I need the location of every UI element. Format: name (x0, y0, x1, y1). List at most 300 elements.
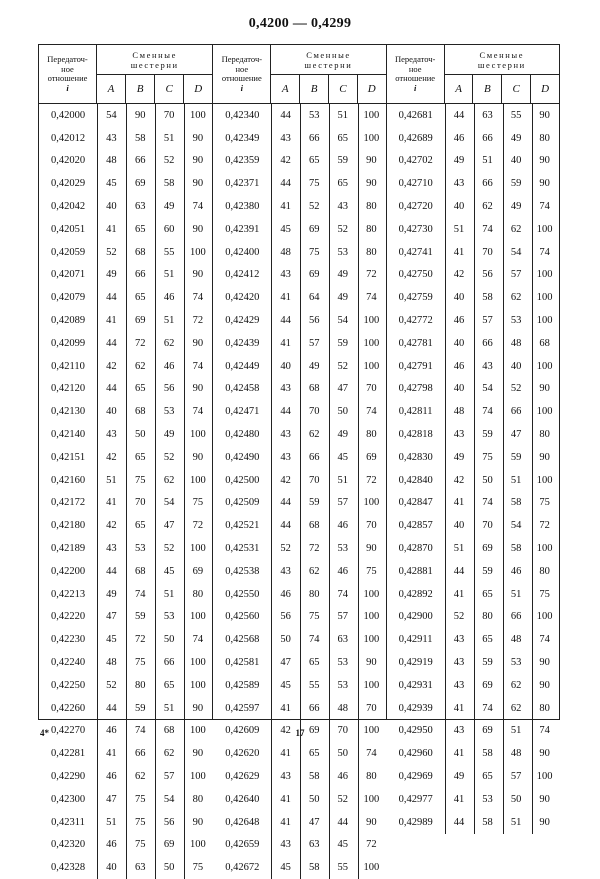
column-divider (155, 104, 156, 879)
gear-cell: 45 (280, 679, 291, 691)
ratio-cell: 0,42911 (398, 634, 433, 646)
gear-cell: 41 (453, 246, 465, 258)
gear-cell: 50 (337, 406, 349, 418)
ratio-cell: 0,42099 (50, 337, 86, 349)
gear-cell: 49 (106, 269, 117, 281)
gears-caption-line: шестерни (304, 60, 353, 70)
ratio-cell: 0,42480 (225, 429, 260, 441)
ratio-cell: 0,42391 (225, 223, 260, 235)
gear-cell: 58 (482, 816, 493, 828)
gear-cell: 51 (163, 269, 175, 281)
gear-cell: 74 (192, 292, 204, 304)
gear-cell: 69 (192, 565, 204, 577)
ratio-cell: 0,42781 (398, 337, 433, 349)
gear-cell: 43 (453, 429, 465, 441)
gear-cell: 46 (337, 771, 349, 782)
gear-cell: 69 (482, 679, 493, 691)
ratio-cell: 0,42220 (50, 611, 86, 623)
gear-cell: 54 (510, 520, 522, 532)
gear-cell: 100 (363, 611, 380, 623)
gear-cell: 75 (192, 862, 204, 874)
gear-cell: 43 (453, 178, 465, 190)
gear-cell: 52 (337, 223, 349, 235)
gear-cell: 62 (510, 702, 522, 714)
ratio-cell: 0,42521 (225, 520, 260, 532)
gear-cell: 74 (482, 497, 493, 509)
gear-cell: 48 (510, 337, 522, 349)
gear-cell: 57 (308, 337, 320, 349)
gear-cell: 53 (337, 657, 349, 669)
gear-cell: 41 (453, 588, 465, 600)
gear-cell: 62 (308, 429, 320, 441)
gear-cell: 53 (163, 611, 175, 623)
gear-ratio-table (38, 44, 560, 874)
ratio-cell: 0,42270 (50, 725, 86, 737)
ratio-cell: 0,42180 (50, 520, 86, 532)
gear-cell: 72 (192, 520, 204, 532)
table-body (39, 104, 212, 879)
gear-cell: 49 (163, 429, 175, 441)
gears-caption-line: Сменные (479, 50, 525, 60)
ratio-cell: 0,42892 (398, 588, 433, 600)
gear-cell: 47 (510, 429, 522, 441)
gears-caption-line: шестерни (477, 60, 526, 70)
ratio-cell: 0,42818 (398, 429, 433, 441)
ratio-cell: 0,42689 (398, 132, 433, 144)
ratio-header (39, 45, 97, 103)
gear-cell: 42 (453, 474, 465, 486)
gear-cell: 41 (280, 702, 291, 714)
ratio-cell: 0,42840 (398, 474, 433, 486)
ratio-cell: 0,42672 (225, 862, 260, 874)
gear-cell: 74 (134, 725, 146, 737)
gear-cell: 44 (280, 315, 291, 327)
gear-cell: 40 (453, 520, 465, 532)
gear-cell: 64 (308, 292, 320, 304)
gears-header (445, 45, 559, 103)
gear-cell: 65 (134, 520, 146, 532)
gear-cell: 41 (106, 748, 117, 760)
gear-cell: 40 (280, 360, 291, 372)
gear-cell: 55 (510, 109, 522, 121)
gear-cell: 75 (134, 839, 146, 851)
gear-cell: 80 (192, 588, 204, 600)
gear-cell: 47 (106, 611, 117, 623)
gear-cell: 44 (453, 816, 465, 828)
gear-letter: C (501, 75, 530, 103)
ratio-cell: 0,42260 (50, 702, 86, 714)
gear-cell: 70 (134, 497, 146, 509)
gear-cell: 66 (510, 611, 522, 623)
gear-cell: 46 (106, 839, 117, 851)
ratio-cell: 0,42960 (398, 748, 433, 760)
gear-cell: 74 (482, 406, 493, 418)
gear-cell: 53 (163, 406, 175, 418)
gear-letter: C (328, 75, 357, 103)
gear-cell: 90 (192, 451, 204, 463)
gear-cell: 80 (366, 246, 377, 258)
gear-cell: 43 (280, 771, 291, 782)
gear-cell: 53 (510, 657, 522, 669)
ratio-cell: 0,42200 (50, 565, 86, 577)
gear-cell: 90 (192, 155, 204, 167)
ratio-cell: 0,42328 (50, 862, 86, 874)
gear-cell: 69 (308, 269, 320, 281)
gear-cell: 74 (308, 634, 320, 646)
gear-cell: 90 (539, 679, 550, 691)
gear-cell: 51 (163, 132, 175, 144)
gear-cell: 44 (280, 178, 291, 190)
column-divider (532, 104, 533, 834)
gear-cell: 50 (308, 793, 320, 805)
gear-cell: 100 (363, 679, 380, 691)
gear-cell: 62 (510, 679, 522, 691)
page-title: 0,4200 — 0,4299 (248, 16, 352, 31)
ratio-cell: 0,42140 (50, 429, 86, 441)
ratio-cell: 0,42560 (225, 611, 260, 623)
gear-cell: 59 (482, 565, 493, 577)
ratio-cell: 0,42449 (225, 360, 260, 372)
gear-cell: 90 (539, 793, 550, 805)
gear-cell: 53 (337, 543, 349, 555)
gear-cell: 54 (510, 246, 522, 258)
gear-cell: 75 (539, 497, 550, 509)
ratio-cell: 0,42969 (398, 771, 433, 782)
gear-cell: 46 (453, 132, 465, 144)
gear-letters (445, 75, 559, 103)
gear-cell: 41 (280, 793, 291, 805)
gear-cell: 72 (539, 520, 550, 532)
gear-cell: 46 (163, 292, 175, 304)
gear-cell: 53 (510, 315, 522, 327)
gear-cell: 52 (308, 201, 320, 213)
gear-cell: 69 (482, 543, 493, 555)
gear-cell: 58 (510, 543, 522, 555)
gear-cell: 42 (280, 725, 291, 737)
ratio-cell: 0,42012 (50, 132, 86, 144)
gear-cell: 66 (134, 155, 146, 167)
gear-cell: 69 (308, 223, 320, 235)
gear-cell: 90 (192, 178, 204, 190)
gear-cell: 72 (366, 269, 377, 281)
gear-cell: 44 (106, 292, 117, 304)
ratio-cell: 0,42759 (398, 292, 433, 304)
gear-cell: 45 (280, 223, 291, 235)
gear-cell: 62 (134, 360, 146, 372)
gear-cell: 49 (510, 132, 522, 144)
gear-cell: 41 (280, 816, 291, 828)
gear-cell: 40 (453, 337, 465, 349)
gear-cell: 44 (337, 816, 349, 828)
column-divider (474, 104, 475, 834)
gear-cell: 49 (308, 360, 320, 372)
table-body (213, 104, 385, 879)
gear-cell: 44 (106, 337, 117, 349)
gear-cell: 48 (510, 748, 522, 760)
gear-cell: 74 (482, 223, 493, 235)
gear-cell: 90 (192, 132, 204, 144)
ratio-cell: 0,42458 (225, 383, 260, 395)
ratio-symbol: i (66, 82, 69, 93)
gear-cell: 48 (106, 155, 117, 167)
gear-cell: 80 (192, 793, 204, 805)
ratio-cell: 0,42870 (398, 543, 433, 555)
gear-cell: 74 (337, 588, 349, 600)
gear-cell: 53 (134, 543, 146, 555)
gear-cell: 53 (337, 679, 349, 691)
gear-cell: 70 (366, 383, 377, 395)
gear-cell: 40 (510, 155, 522, 167)
ratio-cell: 0,42300 (50, 793, 86, 805)
gear-cell: 59 (510, 178, 522, 190)
gear-cell: 47 (106, 793, 117, 805)
ratio-cell: 0,42071 (50, 269, 86, 281)
gear-cell: 54 (163, 793, 175, 805)
column-divider (329, 104, 330, 879)
ratio-header-line: Передаточ- (394, 54, 436, 64)
ratio-cell: 0,42857 (398, 520, 433, 532)
ratio-cell: 0,42130 (50, 406, 86, 418)
gear-cell: 42 (106, 520, 117, 532)
gear-cell: 55 (337, 862, 349, 874)
gear-cell: 90 (539, 155, 550, 167)
table-header (39, 45, 212, 104)
gear-cell: 72 (134, 337, 146, 349)
gear-cell: 40 (106, 201, 117, 213)
gear-cell: 90 (539, 383, 550, 395)
gear-cell: 90 (539, 748, 550, 760)
gear-cell: 40 (106, 406, 117, 418)
gear-cell: 53 (482, 793, 493, 805)
gear-letter: C (154, 75, 183, 103)
ratio-cell: 0,42720 (398, 201, 433, 213)
gear-cell: 70 (308, 406, 320, 418)
column-divider (503, 104, 504, 834)
gear-cell: 100 (190, 109, 206, 121)
gear-cell: 65 (482, 771, 493, 782)
gear-letter: D (357, 75, 386, 103)
gear-cell: 100 (363, 132, 380, 144)
signature-mark: 4* (40, 728, 49, 738)
gear-cell: 100 (190, 429, 206, 441)
gear-cell: 43 (106, 543, 117, 555)
ratio-cell: 0,42230 (50, 634, 86, 646)
gear-cell: 75 (539, 588, 550, 600)
gear-cell: 43 (453, 725, 465, 737)
gear-cell: 44 (106, 702, 117, 714)
gear-cell: 66 (482, 132, 493, 144)
ratio-cell: 0,42791 (398, 360, 433, 372)
gear-cell: 100 (536, 292, 553, 304)
gear-cell: 57 (482, 315, 493, 327)
gear-cell: 59 (134, 611, 146, 623)
gear-cell: 70 (337, 725, 349, 737)
ratio-cell: 0,42412 (225, 269, 260, 281)
ratio-header-line: отношение (221, 73, 262, 83)
gear-cell: 100 (190, 839, 206, 851)
gear-cell: 43 (482, 360, 493, 372)
gear-cell: 56 (482, 269, 493, 281)
ratio-cell: 0,42939 (398, 702, 433, 714)
ratio-cell: 0,42648 (225, 816, 260, 828)
ratio-cell: 0,42290 (50, 771, 86, 782)
ratio-cell: 0,42659 (225, 839, 260, 851)
gear-cell: 58 (308, 771, 320, 782)
gear-cell: 49 (337, 269, 349, 281)
gear-cell: 59 (337, 155, 349, 167)
gear-cell: 100 (536, 474, 553, 486)
gear-cell: 63 (482, 109, 493, 121)
gear-cell: 100 (363, 109, 380, 121)
gear-cell: 59 (308, 497, 320, 509)
gear-cell: 75 (134, 657, 146, 669)
gear-cell: 74 (539, 201, 550, 213)
gear-cell: 70 (366, 702, 377, 714)
gear-cell: 100 (363, 588, 380, 600)
gear-letter: D (183, 75, 212, 103)
gear-cell: 47 (308, 816, 320, 828)
gear-cell: 50 (280, 634, 291, 646)
gear-letter: B (299, 75, 328, 103)
gear-cell: 57 (510, 771, 522, 782)
ratio-cell: 0,42531 (225, 543, 260, 555)
gear-cell: 90 (539, 816, 550, 828)
gear-cell: 45 (337, 839, 349, 851)
ratio-cell: 0,42798 (398, 383, 433, 395)
table-body (387, 104, 559, 834)
ratio-cell: 0,42079 (50, 292, 86, 304)
ratio-cell: 0,42830 (398, 451, 433, 463)
gear-cell: 52 (163, 543, 175, 555)
gear-cell: 80 (366, 223, 377, 235)
ratio-cell: 0,42500 (225, 474, 260, 486)
gear-cell: 90 (539, 657, 550, 669)
ratio-cell: 0,42320 (50, 839, 86, 851)
gear-cell: 50 (337, 748, 349, 760)
ratio-cell: 0,42380 (225, 201, 260, 213)
gear-cell: 47 (280, 657, 291, 669)
gear-cell: 90 (192, 337, 204, 349)
gear-cell: 70 (366, 520, 377, 532)
gear-letters (271, 75, 385, 103)
gear-cell: 69 (366, 451, 377, 463)
gear-cell: 59 (482, 429, 493, 441)
ratio-symbol: i (240, 82, 244, 93)
ratio-cell: 0,42640 (225, 793, 260, 805)
gear-cell: 100 (536, 771, 553, 782)
gear-cell: 65 (337, 132, 349, 144)
gear-cell: 63 (134, 201, 146, 213)
gear-cell: 65 (308, 657, 320, 669)
gear-cell: 100 (363, 315, 380, 327)
gear-cell: 58 (482, 292, 493, 304)
gear-cell: 43 (280, 451, 291, 463)
gear-cell: 48 (280, 246, 291, 258)
gear-cell: 50 (482, 474, 493, 486)
gear-cell: 90 (366, 178, 377, 190)
gear-cell: 100 (536, 269, 553, 281)
gear-cell: 80 (366, 201, 377, 213)
gear-cell: 72 (366, 839, 377, 851)
ratio-cell: 0,42681 (398, 109, 433, 121)
gear-cell: 66 (482, 337, 493, 349)
gear-cell: 65 (134, 223, 146, 235)
gear-cell: 90 (366, 657, 377, 669)
gear-cell: 72 (134, 634, 146, 646)
gear-cell: 43 (106, 132, 117, 144)
gear-cell: 53 (308, 109, 320, 121)
gear-cell: 49 (453, 155, 465, 167)
ratio-cell: 0,42281 (50, 748, 86, 760)
gear-cell: 70 (308, 474, 320, 486)
gear-cell: 70 (163, 109, 175, 121)
gear-cell: 90 (366, 543, 377, 555)
ratio-cell: 0,42881 (398, 565, 433, 577)
gear-cell: 46 (453, 360, 465, 372)
gear-cell: 51 (106, 474, 117, 486)
gear-cell: 65 (337, 178, 349, 190)
ratio-cell: 0,42702 (398, 155, 433, 167)
gear-cell: 63 (308, 839, 320, 851)
ratio-cell: 0,42620 (225, 748, 260, 760)
gear-cell: 80 (539, 132, 550, 144)
gear-cell: 51 (482, 155, 493, 167)
gear-cell: 51 (510, 725, 522, 737)
gear-cell: 100 (363, 862, 380, 874)
gear-cell: 50 (163, 862, 175, 874)
gear-cell: 54 (106, 109, 117, 121)
gear-cell: 100 (536, 406, 553, 418)
gear-cell: 45 (280, 862, 291, 874)
gear-cell: 66 (482, 178, 493, 190)
gear-cell: 100 (363, 337, 380, 349)
gear-cell: 90 (192, 269, 204, 281)
ratio-cell: 0,42989 (398, 816, 433, 828)
gear-cell: 52 (280, 543, 291, 555)
gear-cell: 42 (280, 474, 291, 486)
gear-cell: 43 (337, 201, 349, 213)
gear-cell: 41 (453, 793, 465, 805)
gear-cell: 54 (337, 315, 349, 327)
gears-caption (271, 45, 385, 75)
gear-cell: 68 (308, 520, 320, 532)
gear-cell: 46 (106, 771, 117, 782)
ratio-cell: 0,42349 (225, 132, 260, 144)
gear-cell: 60 (163, 223, 175, 235)
gear-cell: 74 (192, 201, 204, 213)
gear-cell: 74 (366, 292, 377, 304)
gear-cell: 43 (453, 679, 465, 691)
gear-cell: 68 (134, 406, 146, 418)
gear-cell: 100 (536, 611, 553, 623)
gear-cell: 100 (190, 543, 206, 555)
gear-cell: 52 (106, 246, 117, 258)
gear-cell: 52 (453, 611, 465, 623)
gear-cell: 48 (106, 657, 117, 669)
gear-cell: 66 (308, 702, 320, 714)
ratio-cell: 0,42471 (225, 406, 260, 418)
gear-cell: 80 (539, 429, 550, 441)
column-divider (358, 104, 359, 879)
ratio-cell: 0,42741 (398, 246, 433, 258)
gear-cell: 59 (337, 337, 349, 349)
ratio-cell: 0,42089 (50, 315, 86, 327)
gear-cell: 58 (308, 862, 320, 874)
gear-cell: 75 (192, 497, 204, 509)
gears-caption (445, 45, 559, 75)
ratio-cell: 0,42420 (225, 292, 260, 304)
ratio-cell: 0,42550 (225, 588, 260, 600)
